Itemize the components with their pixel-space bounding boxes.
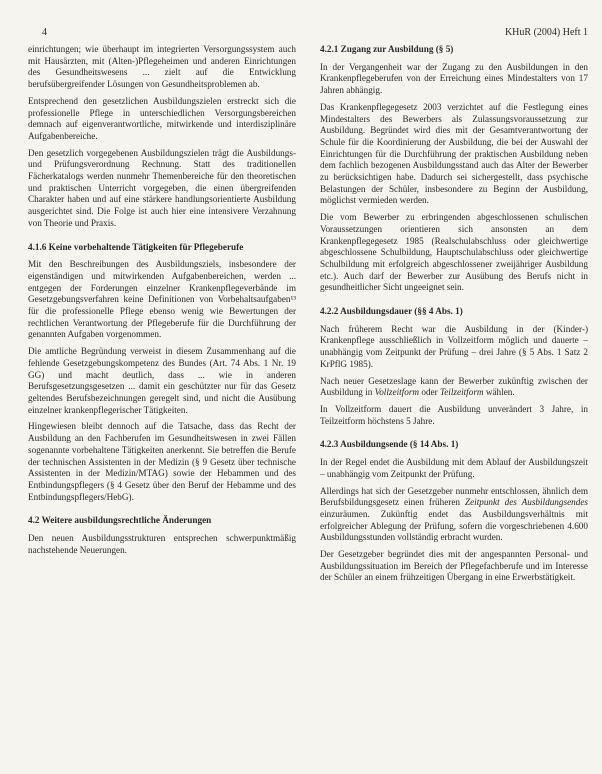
emphasis: Zeitpunkt des Ausbildungsendes [464, 497, 588, 508]
section-heading-4-2-2: 4.2.2 Ausbildungsdauer (§§ 4 Abs. 1) [320, 306, 463, 317]
paragraph [320, 376, 588, 399]
paragraph: Die amtliche Begründung verweist in diesem Zusammenhang auf die fehlende Gesetzgebungskompetenz des Bundes (Art. 74 Abs. 1 Nr. 19 GG) und macht deutlich, dass ... wie in anderen Berufsgesetzungsgesetzen ... damit ein geschützter nur für das Gesetz geltendes Berufsbezeichnungen geregelt sind, und nicht die Ausübung einzelner krankenpflegerischer Tätigkeiten. [28, 346, 296, 415]
paragraph: Den gesetzlich vorgegebenen Ausbildungszielen trägt die Ausbildungs- und Prüfungsverordnung Rechnung. Statt des traditionellen Fächerkatalogs werden nunmehr Themenbereiche für den theoretischen und praktischen Unterricht vorgegeben, die einen übergreifenden Charakter haben und auf eine stärkere handlungsorientierte Ausbildung ausgerichtet sind. Die Folge ist auch hier eine intensivere Verzahnung von Theorie und Praxis. [28, 147, 296, 228]
left-column [28, 44, 296, 561]
text-run: Nach neuer Gesetzeslage kann der Bewerber zukünftig zwischen der Ausbildung in [320, 375, 588, 398]
section-heading-4-2-1: 4.2.1 Zugang zur Ausbildung (§ 5) [320, 44, 454, 54]
paragraph: Den neuen Ausbildungsstrukturen entsprechen schwerpunktmäßig nachstehende Neuerungen. [28, 533, 296, 555]
page-number: 4 [42, 27, 47, 38]
paragraph: In Vollzeitform dauert die Ausbildung unverändert 3 Jahre, in Teilzeitform höchstens 5 Jahre. [320, 403, 588, 426]
section-heading-4-2: 4.2 Weitere ausbildungsrechtliche Änderungen [28, 515, 212, 526]
section-heading-4-1-6: 4.1.6 Keine vorbehaltende Tätigkeiten für Pflegeberufe [28, 241, 244, 252]
running-head: KHuR (2004) Heft 1 [504, 27, 588, 38]
text-run: einzuräumen. Zukünftig endet das Ausbildungsverhältnis mit erfolgreicher Ablegung der Prüfung, sofern die vorgeschriebenen 4.600 Ausbildungsstunden vollständig erbracht wurden. [320, 508, 588, 543]
emphasis: Vollzeitform [374, 387, 420, 398]
section-heading-4-2-3: 4.2.3 Ausbildungsende (§ 14 Abs. 1) [320, 439, 459, 450]
paragraph: Die vom Bewerber zu erbringenden abgeschlossenen schulischen Voraussetzungen orientieren sich ansonsten an dem Krankenpflegegesetz 1985 (Realschulabschluss oder gleichwertige abgeschlossene Schulbildung, Hauptschulabschluss oder gleichwertige Schulbildung mit erfolgreich abgeschlossener zweijähriger Ausbildung etc.). Auch darf der Bewerber zur Ausübung des Berufs nicht in gesundheitlicher Sicht ungeeignet sein. [320, 212, 588, 293]
right-column [320, 44, 588, 589]
text-run: Allerdings hat sich der Gesetzgeber nunmehr entschlossen, ähnlich dem Berufsbildungsgesetz einen früheren [320, 485, 588, 508]
paragraph: Mit den Beschreibungen des Ausbildungsziels, insbesondere der eigenständigen und mitwirkenden Aufgabenbereichen, werden ... entgegen der Forderungen einzelner Krankenpflegeverbände im Gesetzgebungsverfahren keine Definitionen von Vorbehaltsaufgaben¹³ für die professionelle Pflege ebenso wenig wie Bewertungen der rechtlichen Verantwortung der Pflegeberufe für die Durchführung der genannten Aufgaben vorgenommen. [28, 259, 296, 340]
paragraph: Der Gesetzgeber begründet dies mit der angespannten Personal- und Ausbildungssituation im Bereich der Pflegefachberufe und im Interesse der Schüler an einem frühzeitigen Übergang in eine Erwerbstätigkeit. [320, 549, 588, 583]
paragraph: Hingewiesen bleibt dennoch auf die Tatsache, dass das Recht der Ausbildung an den Fachberufen im Gesundheitswesen in zwei Fällen sogenannte vorbehaltene Tätigkeiten anerkennt. Sie betreffen die Berufe der technischen Assistenten in der Medizin (§ 9 Gesetz über technische Assistenten in der Medizin/MTAG) sowie der Hebammen und des Entbindungspflegers (§ 4 Gesetz über den Beruf der Hebamme und des Entbindungspflegers/HebG). [28, 421, 296, 502]
paragraph: In der Regel endet die Ausbildung mit dem Ablauf der Ausbildungszeit – unabhängig vom Zeitpunkt der Prüfung. [320, 457, 588, 479]
text-run: wählen. [483, 387, 515, 398]
paragraph: Das Krankenpflegegesetz 2003 verzichtet auf die Festlegung eines Mindestalters des Bewerbers als Zulassungsvoraussetzung zur Ausbildung. Begründet wird dies mit der Gesamtverantwortung der Schule für die Koordinierung der Ausbildung, die bei der Auswahl der Einrichtungen für die Durchführung der praktischen Ausbildung neben dem fachlich bezogenen Ausbildungsstand auch das Alter der Bewerber zu berücksichtigen habe. Dadurch sei sichergestellt, dass psychische Belastungen der Schüler, insbesondere zu Beginn der Ausbildung, möglichst vermieden werden. [320, 101, 588, 206]
paragraph: Entsprechend den gesetzlichen Ausbildungszielen erstreckt sich die professionelle Pflege in unterschiedlichen Versorgungsbereichen demnach auf eigenverantwortliche, mitwirkende und interdisziplinäre Aufgabenbereiche. [28, 95, 296, 141]
paragraph: In der Vergangenheit war der Zugang zu den Ausbildungen in den Krankenpflegeberufen von der Erreichung eines Mindestalters von 17 Jahren abhängig. [320, 61, 588, 96]
paragraph [320, 486, 588, 545]
paragraph: Nach früherem Recht war die Ausbildung in der (Kinder-) Krankenpflege ausschließlich in Vollzeitform möglich und dauerte – unabhängig vom Zeitpunkt der Prüfung – drei Jahre (§ 5 Abs. 1 Satz 2 KrPflG 1985). [320, 323, 588, 369]
paragraph: einrichtungen; wie überhaupt im integrierten Versorgungssystem auch mit Hausärzten, mit (Alten-)Pflegeheimen und anderen Einrichtungen des Gesundheitswesens ... zielt auf die Entwicklung berufsübergreifender Lösungen von Gesundheitsproblemen ab. [28, 44, 296, 90]
text-run: oder [419, 387, 440, 398]
emphasis: Teilzeitform [439, 387, 484, 398]
